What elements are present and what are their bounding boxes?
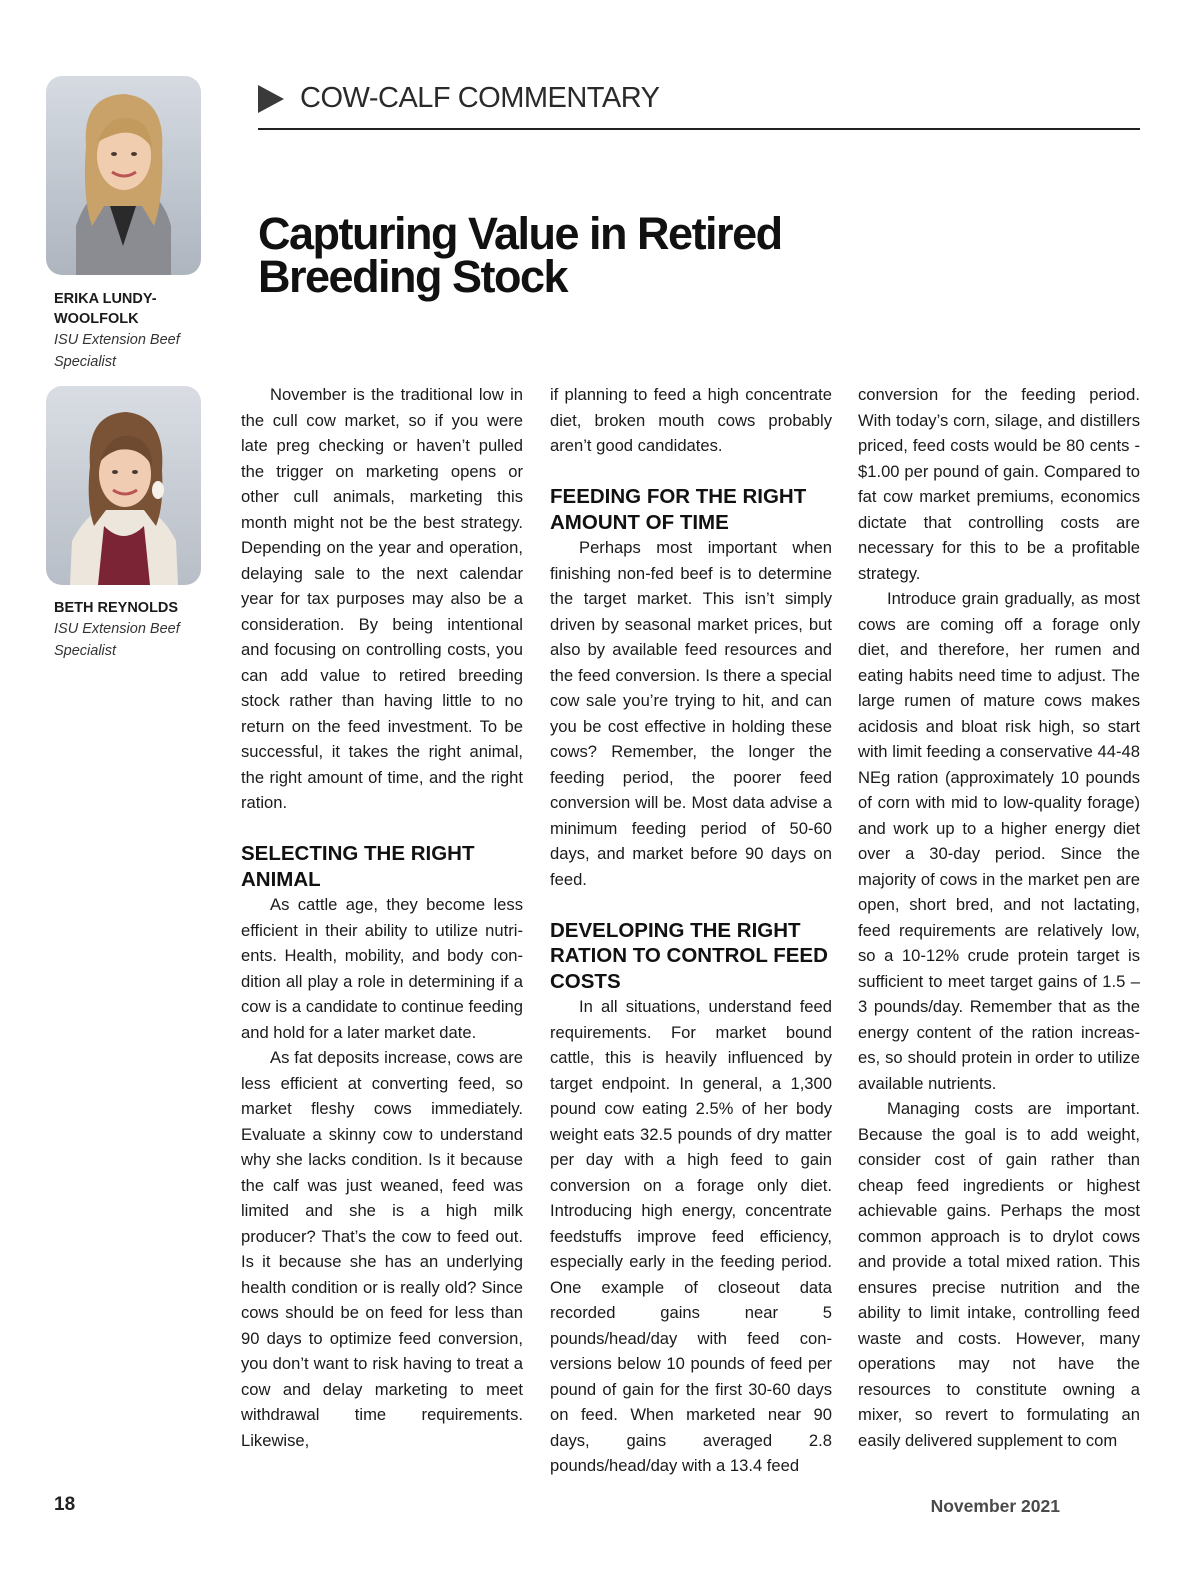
author-beth xyxy=(54,598,204,662)
title-line: Capturing Value in Retired xyxy=(258,208,782,259)
paragraph: November is the traditional low in the cull cow market, so if you were late preg checking or haven’t pulled the trigger on marketing opens or other cull animals, marketing this month might not be the best strategy. Depending on the year and operation, delaying sale to the next calendar year for tax purposes may also be a consideration. By being intentional and focusing on controlling costs, you can add value to retired breeding stock rather than having little to no return on the feed investment. To be successful, it takes the right animal, the right amount of time, and the right ration. xyxy=(241,385,523,812)
article-column-1 xyxy=(241,382,523,1453)
author-role: ISU Extension Beef xyxy=(54,332,180,348)
author-photo-beth xyxy=(46,386,201,585)
author-erika xyxy=(54,289,204,373)
paragraph: Managing costs are important. Because the goal is to add weight, consider cost of gain rather than cheap feed ingredients or highest achievable gains. Perhaps the most common approach is to drylot cows and provide a total mixed ration. This ensures precise nutrition and the ability to limit intake, controlling feed waste and costs. However, many operations may not have the resources to constitute owning a mixer, so revert to formulating an easily delivered supplement to com xyxy=(858,1099,1140,1450)
author-role: Specialist xyxy=(54,643,117,659)
play-triangle-icon xyxy=(258,85,284,113)
author-photo-erika xyxy=(46,76,201,275)
paragraph: Perhaps most important when finishing non-fed beef is to determine the target market. This isn’t simply driven by seasonal market prices, but also by available feed resources and the feed conversion. Is there a special cow sale you’re trying to hit, and can you be cost effective in holding these cows? Remember, the longer the feeding period, the poorer feed conversion will be. Most data advise a minimum feeding period of 50-60 days, and market before 90 days on feed. xyxy=(550,538,832,889)
subheading: DEVELOPING THE RIGHT RATION TO CONTROL FEED COSTS xyxy=(550,918,828,993)
author-name: WOOLFOLK xyxy=(54,311,139,327)
subheading: SELECTING THE RIGHT ANIMAL xyxy=(241,842,475,891)
article-column-2 xyxy=(550,382,832,1479)
author-role: ISU Extension Beef xyxy=(54,621,180,637)
paragraph: if planning to feed a high concentrate diet, broken mouth cows probably aren’t good candidates. xyxy=(550,385,832,455)
paragraph: As fat deposits increase, cows are less efficient at converting feed, so market fleshy cows immediately. Evaluate a skinny cow to understand why she lacks condition. Is it because the calf was just weaned, feed was limited and she is a high milk producer? That’s the cow to feed out. Is it because she has an underlying health condition or is really old? Since cows should be on feed for less than 90 days to optimize feed conversion, you don’t want to risk having to treat a cow and delay marketing to meet withdrawal time requirements. Likewise, xyxy=(241,1048,523,1450)
title-line: Breeding Stock xyxy=(258,251,568,302)
paragraph: As cattle age, they become less efficient in their ability to utilize nutrients. Health, mobility, and body condition all play a role in determining if a cow is a candidate to continue feeding and hold for a later market date. xyxy=(241,895,523,1042)
paragraph: Introduce grain gradually, as most cows are coming off a forage only diet, and therefore, her rumen and eating habits need time to adjust. The large rumen of mature cows makes acidosis and bloat risk high, so start with limit feeding a conservative 44-48 NEg ration (approximately 10 pounds of corn with mid to low-quality forage) and work up to a higher energy diet over a 30-day period. Since the majority of cows in the market pen are open, short bred, and not lactating, feed requirements are relatively low, so a 10-12% crude protein target is sufficient to meet target gains of 1.5 – 3 pounds/day. Remember that as the energy content of the ration increases, so should protein in order to utilize available nutrients. xyxy=(858,589,1140,1093)
section-header xyxy=(258,80,1140,130)
paragraph: conversion for the feeding period. With today’s corn, silage, and distillers priced, feed costs would be 80 cents - $1.00 per pound of gain. Compared to fat cow market premiums, economics dictate that controlling costs are necessary for this to be a profitable strategy. xyxy=(858,385,1140,583)
author-role: Specialist xyxy=(54,354,117,370)
author-name: BETH REYNOLDS xyxy=(54,600,179,616)
paragraph: In all situations, understand feed requirements. For market bound cattle, this is heavily influenced by target endpoint. In general, a 1,300 pound cow eating 2.5% of her body weight eats 32.5 pounds of dry matter per day with a high feed to gain conversion on a forage only diet. Introducing high energy, concentrate feedstuffs improve feed efficiency, especially early in the feeding period. One example of closeout data recorded gains near 5 pounds/head/day with feed conversions below 10 pounds of feed per pound of gain for the first 30-60 days on feed. When marketed near 90 days, gains averaged 2.8 pounds/head/day with a 13.4 feed xyxy=(550,997,832,1475)
subheading: FEEDING FOR THE RIGHT AMOUNT OF TIME xyxy=(550,485,807,534)
article-column-3 xyxy=(858,382,1140,1453)
article-title xyxy=(258,208,782,302)
author-name: ERIKA LUNDY- xyxy=(54,291,157,307)
page-number: 18 xyxy=(54,1494,76,1515)
section-label: COW-CALF COMMENTARY xyxy=(300,82,660,114)
issue-date: November 2021 xyxy=(930,1496,1060,1516)
